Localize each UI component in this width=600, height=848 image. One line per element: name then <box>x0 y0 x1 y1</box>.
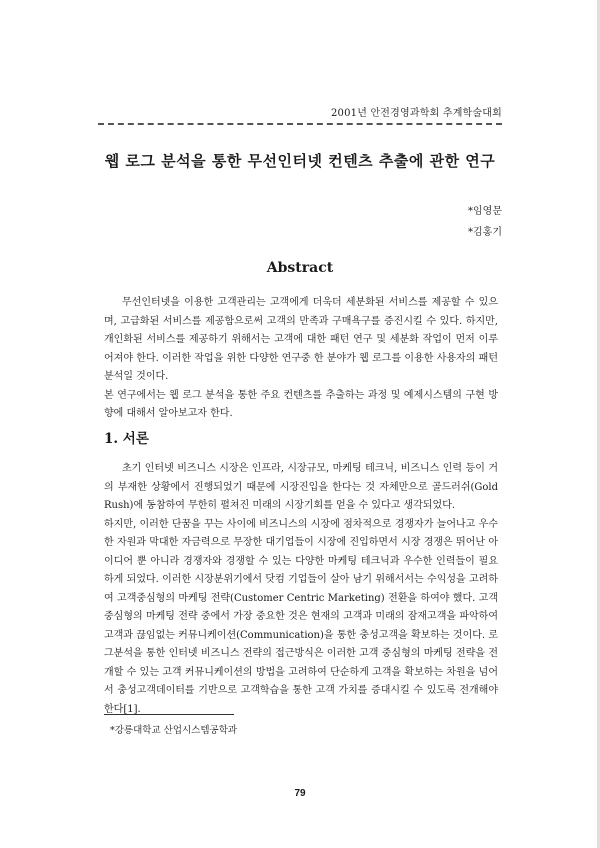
running-header: 2001년 안전경영과학회 추계학술대회 <box>330 108 502 119</box>
abstract-body <box>104 294 498 424</box>
paper-title: 웹 로그 분석을 통한 무선인터넷 컨텐츠 추출에 관한 연구 <box>104 152 496 170</box>
abstract-paragraph: 무선인터넷을 이용한 고객관리는 고객에게 더욱더 세분화된 서비스를 제공할 수 있으며, 고급화된 서비스를 제공함으로써 고객의 만족과 구매욕구를 증진시킬 수 있다. 하지만, 개인화된 서비스를 제공하기 위해서는 고객에 대한 패턴 연구 및 세분화 작업이 먼저 이루어져야 한다. 이러한 작업을 위한 다양한 연구중 한 분야가 웹 로그를 이용한 사용자의 패턴분석일 것이다. <box>104 297 498 382</box>
author-list <box>468 201 502 243</box>
body-paragraph: 초기 인터넷 비즈니스 시장은 인프라, 시장규모, 마케팅 테크닉, 비즈니스 인력 등이 거의 부재한 상황에서 진행되었기 때문에 시장진입을 한다는 것 자체만으로 골드러쉬(Gold Rush)에 동참하여 무한히 펼쳐진 미래의 시장기회를 얻을 수 있다고 생각되었다. <box>104 463 498 511</box>
body-paragraph: 하지만, 이러한 단꿈을 꾸는 사이에 비즈니스의 시장에 점차적으로 경쟁자가 늘어나고 우수한 자원과 막대한 자금력으로 무장한 대기업들이 시장에 진입하면서 시장 경쟁은 뛰어난 아이디어 뿐 아니라 경쟁자와 경쟁할 수 있는 다양한 마케팅 테크닉과 우수한 인력들이 필요하게 되었다. 이러한 시장분위기에서 닷컴 기업들이 살아 남기 위해서서는 수익성을 고려하여 고객중심형의 마케팅 전략(Customer Centric Marketing) 전환을 하여야 했다. 고객 중심형의 마케팅 전략 중에서 가장 중요한 것은 현재의 고객과 미래의 잠재고객을 파악하여 고객과 끊임없는 커뮤니케이션(Communication)을 통한 충성고객을 확보하는 것이다. 로그분석을 통한 인터넷 비즈니스 전략의 접근방식은 이러한 고객 중심형의 마케팅 전략을 전개할 수 있는 고객 커뮤니케이션의 방법을 고려하여 단순하게 고객을 확보하는 차원을 넘어서 충성고객데이터를 기반으로 고객학습을 통한 고객 가치를 증대시킬 수 있도록 전개해야 한다[1]. <box>104 518 498 715</box>
footnote-divider <box>104 714 234 715</box>
abstract-heading: Abstract <box>266 260 334 276</box>
footnote: *강릉대학교 산업시스템공학과 <box>110 725 238 736</box>
page-number: 79 <box>294 788 306 799</box>
author-name: *김홍기 <box>468 227 502 238</box>
section-body <box>104 460 498 719</box>
author-name: *임영문 <box>468 206 502 217</box>
header-divider <box>98 123 502 125</box>
section-heading: 1. 서론 <box>104 431 149 447</box>
abstract-paragraph: 본 연구에서는 웹 로그 분석을 통한 주요 컨텐츠를 추출하는 과정 및 예제시스템의 구현 방향에 대해서 알아보고자 한다. <box>104 389 498 419</box>
